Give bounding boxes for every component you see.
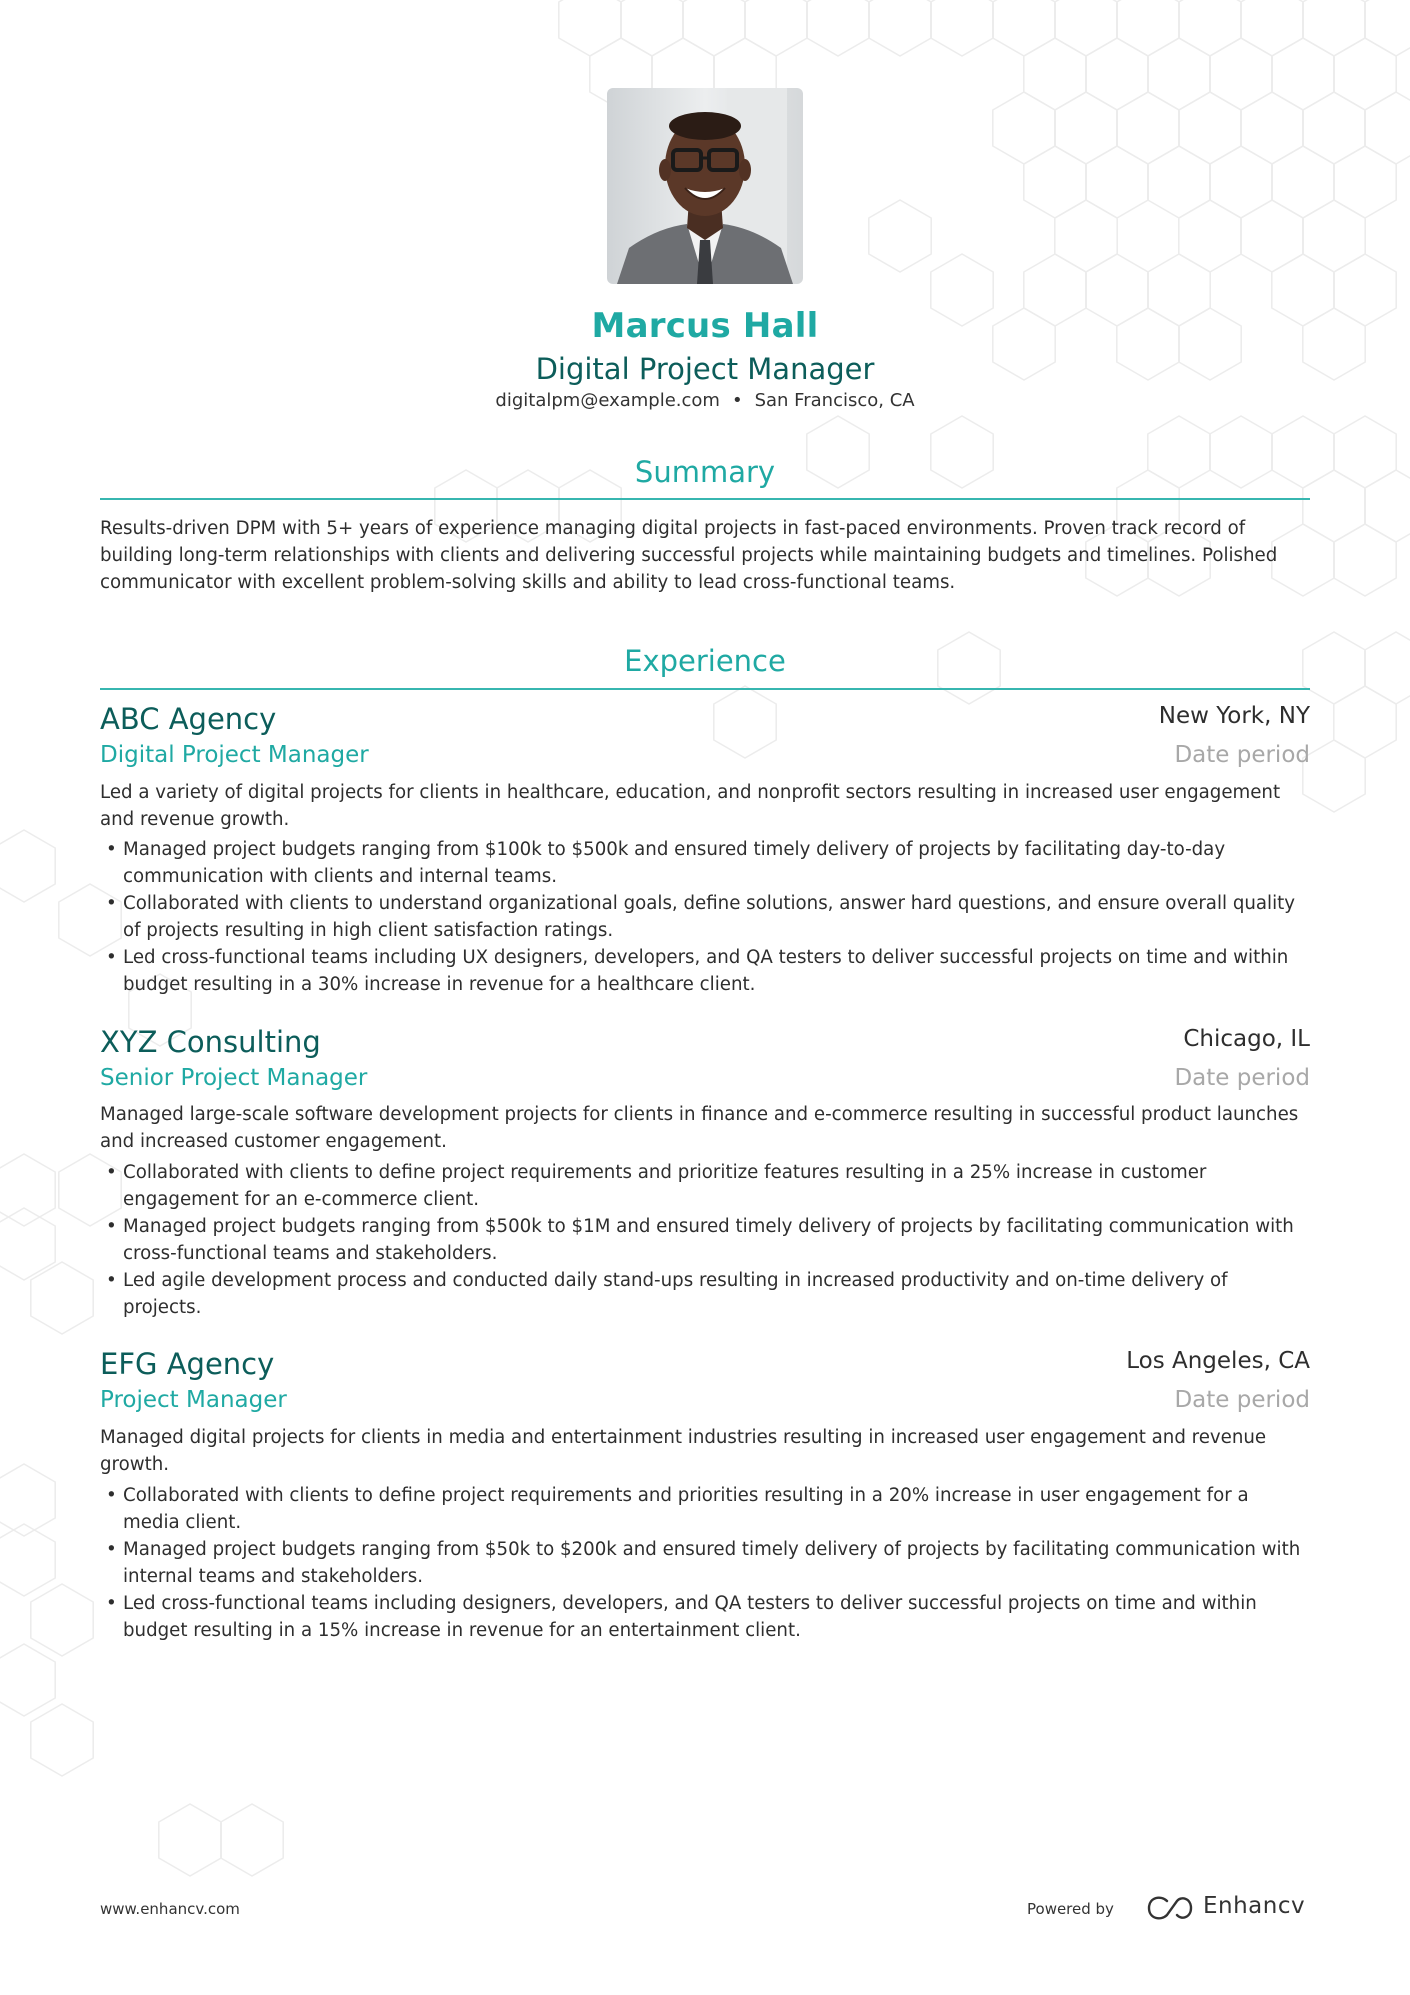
enhancv-brand-name[interactable]: Enhancv	[1203, 1893, 1306, 1919]
bullet-item: • Led agile development process and conducted daily stand-ups resulting in increased productivity and on-time delivery of projects.	[100, 1267, 1310, 1321]
job-period: Date period	[1174, 1387, 1310, 1413]
bullet-item: • Collaborated with clients to define project requirements and priorities resulting in a 20% increase in user engagement for a media client.	[100, 1482, 1310, 1536]
bullet-item: • Collaborated with clients to define project requirements and prioritize features resulting in a 25% increase in customer engagement for an e-commerce client.	[100, 1159, 1310, 1213]
enhancv-logo-icon	[1147, 1895, 1193, 1921]
job-description: Led a variety of digital projects for clients in healthcare, education, and nonprofit sectors resulting in increased user engagement and revenue growth.	[100, 782, 1281, 830]
job-company: EFG Agency	[100, 1347, 275, 1381]
profile-photo	[607, 88, 803, 284]
job-description: Managed digital projects for clients in media and entertainment industries resulting in increased user engagement and revenue growth.	[100, 1427, 1267, 1475]
contact-line	[0, 390, 1410, 411]
job-company: XYZ Consulting	[100, 1025, 321, 1059]
experience-divider	[100, 688, 1310, 690]
bullet-item: • Managed project budgets ranging from $100k to $500k and ensured timely delivery of projects by facilitating day-to-day communication with clients and internal teams.	[100, 836, 1310, 890]
experience-heading: Experience	[624, 644, 786, 678]
job-period: Date period	[1174, 1065, 1310, 1091]
summary-text: Results-driven DPM with 5+ years of experience managing digital projects in fast-paced environments. Proven track record of building long-term relationships with clients and delivering successful projects while maintaining budgets and timelines. Polished communicator with excellent problem-solving skills and ability to lead cross-functional teams.	[100, 518, 1278, 593]
job-location: Los Angeles, CA	[1126, 1348, 1310, 1374]
job-bullets	[100, 836, 1310, 998]
job-bullets	[100, 1482, 1310, 1644]
job-title: Senior Project Manager	[100, 1065, 368, 1091]
job-title: Digital Project Manager	[100, 742, 369, 768]
bullet-item: • Led cross-functional teams including designers, developers, and QA testers to deliver successful projects on time and within budget resulting in a 15% increase in revenue for an entertainment client.	[100, 1590, 1310, 1644]
job-description: Managed large-scale software development projects for clients in finance and e-commerce resulting in successful product launches and increased customer engagement.	[100, 1104, 1299, 1152]
location-text: San Francisco, CA	[754, 390, 915, 411]
candidate-name: Marcus Hall	[591, 306, 819, 346]
job-period: Date period	[1174, 742, 1310, 768]
job-location: New York, NY	[1158, 703, 1310, 729]
bullet-item: • Led cross-functional teams including UX designers, developers, and QA testers to deliver successful projects on time and within budget resulting in a 30% increase in revenue for a healthcare client.	[100, 944, 1310, 998]
footer-website-link[interactable]: www.enhancv.com	[100, 1900, 240, 1918]
summary-heading: Summary	[634, 455, 776, 489]
bullet-item: • Managed project budgets ranging from $50k to $200k and ensured timely delivery of projects by facilitating communication with internal teams and stakeholders.	[100, 1536, 1310, 1590]
summary-divider	[100, 498, 1310, 500]
job-bullets	[100, 1159, 1310, 1321]
job-location: Chicago, IL	[1183, 1026, 1310, 1052]
job-title: Project Manager	[100, 1387, 287, 1413]
email-text: digitalpm@example.com	[495, 390, 720, 411]
contact-separator: •	[731, 390, 743, 411]
job-company: ABC Agency	[100, 702, 277, 736]
bullet-item: • Managed project budgets ranging from $500k to $1M and ensured timely delivery of projects by facilitating communication with cross-functional teams and stakeholders.	[100, 1213, 1310, 1267]
candidate-title: Digital Project Manager	[535, 352, 875, 386]
bullet-item: • Collaborated with clients to understand organizational goals, define solutions, answer hard questions, and ensure overall quality of projects resulting in high client satisfaction ratings.	[100, 890, 1310, 944]
powered-by-label: Powered by	[1027, 1900, 1114, 1918]
